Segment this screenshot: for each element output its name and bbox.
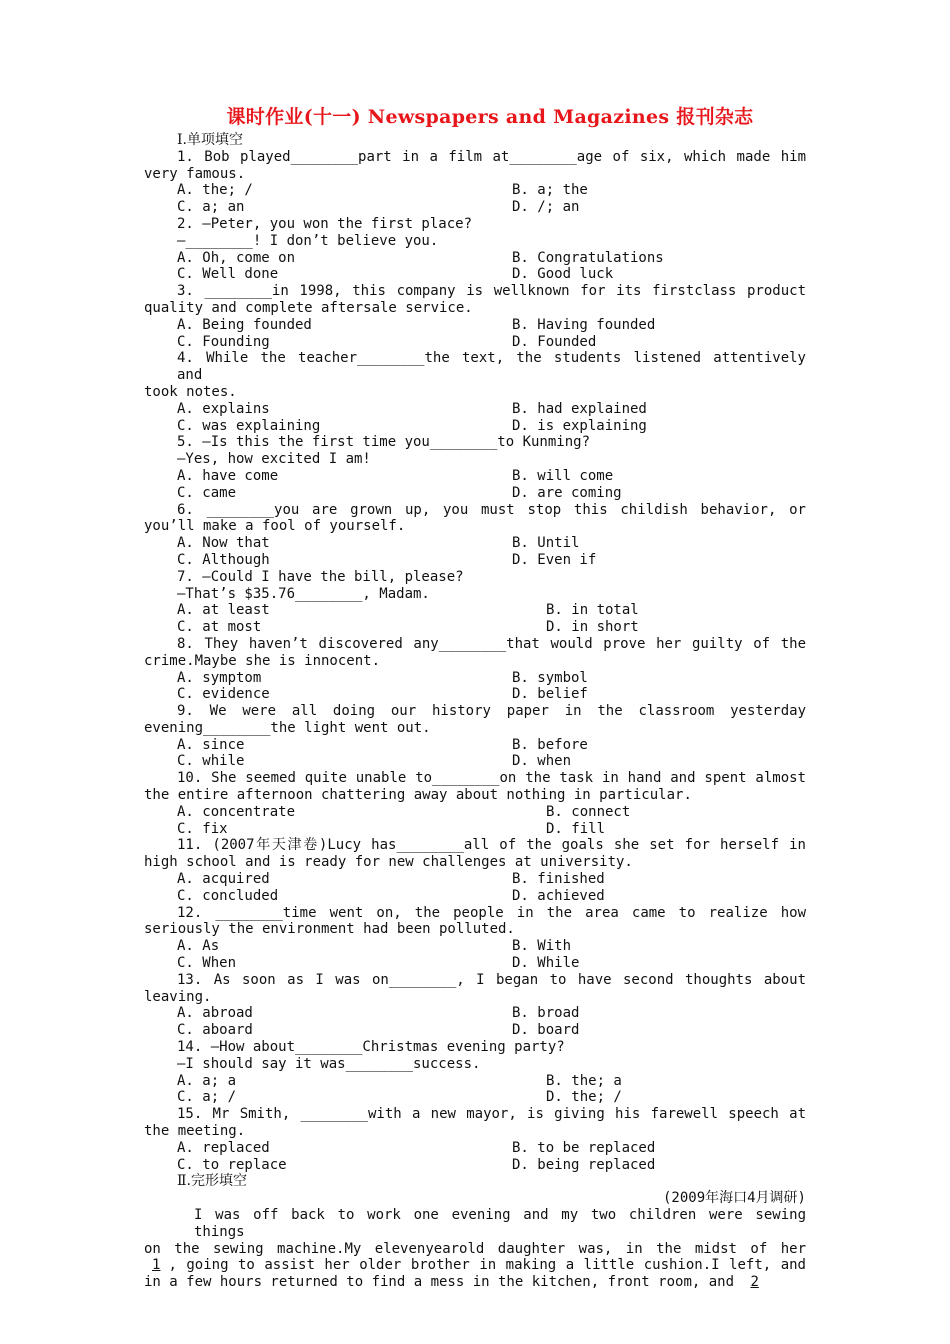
option-row <box>144 1022 806 1039</box>
option-b: B. Having founded <box>512 316 656 333</box>
option-c: C. while <box>177 753 245 770</box>
option-row <box>144 317 806 334</box>
option-b: B. broad <box>512 1005 580 1022</box>
question-stem: 12. ________time went on, the people in the area came to realize how <box>177 904 806 921</box>
question-stem: the meeting. <box>144 1123 246 1140</box>
option-a: A. Being founded <box>177 316 312 333</box>
option-row <box>144 670 806 687</box>
option-d: D. board <box>512 1022 580 1039</box>
option-a: A. abroad <box>177 1005 253 1022</box>
option-row <box>144 401 806 418</box>
option-b: B. in total <box>546 602 639 619</box>
question-stem: seriously the environment had been polluted. <box>144 921 515 938</box>
question-stem: 7. —Could I have the bill, please? <box>177 568 464 585</box>
question-item <box>144 569 806 636</box>
option-b: B. With <box>512 938 572 955</box>
option-c: C. concluded <box>177 887 279 904</box>
cloze-text: , going to assist her older brother in making a little cushion.I left, and <box>168 1257 806 1274</box>
option-b: B. a; the <box>512 182 588 199</box>
question-item <box>144 972 806 1039</box>
question-stem: 3. ________in 1998, this company is wellknown for its firstclass product <box>177 283 806 300</box>
question-stem: —________! I don’t believe you. <box>177 232 439 249</box>
option-a: A. at least <box>177 602 270 619</box>
question-stem: you’ll make a fool of yourself. <box>144 518 406 535</box>
option-d: D. in short <box>546 619 639 636</box>
option-c: C. a; an <box>177 199 245 216</box>
cloze-line: I was off back to work one evening and my two children were sewing things <box>194 1207 806 1240</box>
option-d: D. fill <box>546 820 606 837</box>
option-row <box>144 199 806 216</box>
question-stem: 1. Bob played________part in a film at________age of six, which made him <box>177 148 806 165</box>
option-a: A. since <box>177 736 245 753</box>
option-d: D. Founded <box>512 333 597 350</box>
question-item <box>144 636 806 703</box>
option-a: A. concentrate <box>177 803 296 820</box>
question-stem: 4. While the teacher________the text, the students listened attentively and <box>177 350 806 384</box>
option-a: A. replaced <box>177 1139 270 1156</box>
question-stem: 15. Mr Smith, ________with a new mayor, is giving his farewell speech at <box>177 1106 806 1123</box>
option-row <box>144 182 806 199</box>
option-row <box>144 602 806 619</box>
page-title: 课时作业(十一) Newspapers and Magazines 报刊杂志 <box>226 106 754 128</box>
question-stem: 8. They haven’t discovered any________that would prove her guilty of the <box>177 635 806 652</box>
option-row <box>144 753 806 770</box>
question-stem: 13. As soon as I was on________, I began to have second thoughts about <box>177 971 806 988</box>
option-a: A. a; a <box>177 1072 237 1089</box>
option-c: C. evidence <box>177 686 270 703</box>
cloze-line: on the sewing machine.My elevenyearold daughter was, in the midst of her <box>144 1240 806 1257</box>
question-stem: quality and complete aftersale service. <box>144 299 473 316</box>
question-stem: crime.Maybe she is innocent. <box>144 652 381 669</box>
option-c: C. came <box>177 484 237 501</box>
option-b: B. Congratulations <box>512 249 664 266</box>
option-b: B. had explained <box>512 400 647 417</box>
option-row <box>144 535 806 552</box>
question-stem: very famous. <box>144 165 246 182</box>
option-row <box>144 955 806 972</box>
question-item <box>144 703 806 770</box>
option-a: A. explains <box>177 400 270 417</box>
question-item <box>144 770 806 837</box>
option-a: A. acquired <box>177 871 270 888</box>
question-stem: 5. —Is this the first time you________to Kunming? <box>177 434 591 451</box>
option-d: D. when <box>512 753 572 770</box>
option-d: D. /; an <box>512 199 580 216</box>
question-stem: 14. —How about________Christmas evening party? <box>177 1039 565 1056</box>
cloze-source: (2009年海口4月调研) <box>662 1190 806 1207</box>
option-a: A. Oh, come on <box>177 249 296 266</box>
option-c: C. Founding <box>177 333 270 350</box>
option-c: C. a; / <box>177 1089 237 1106</box>
option-d: D. being replaced <box>512 1156 656 1173</box>
option-a: A. Now that <box>177 535 270 552</box>
option-row <box>144 804 806 821</box>
option-row <box>144 418 806 435</box>
option-c: C. fix <box>177 820 228 837</box>
option-row <box>144 1089 806 1106</box>
question-item <box>144 502 806 569</box>
question-list <box>144 149 806 1174</box>
option-c: C. to replace <box>177 1156 287 1173</box>
cloze-line <box>144 1257 806 1274</box>
option-c: C. aboard <box>177 1022 253 1039</box>
option-b: B. to be replaced <box>512 1139 656 1156</box>
option-row <box>144 250 806 267</box>
cloze-blank: 1 <box>152 1257 161 1274</box>
option-b: B. Until <box>512 535 580 552</box>
question-item <box>144 1106 806 1173</box>
question-stem: high school and is ready for new challenges at university. <box>144 854 633 871</box>
option-d: D. the; / <box>546 1089 622 1106</box>
option-row <box>144 938 806 955</box>
question-stem: the entire afternoon chattering away about nothing in particular. <box>144 787 692 804</box>
option-c: C. at most <box>177 619 262 636</box>
question-stem: —I should say it was________success. <box>177 1055 481 1072</box>
option-row <box>144 1073 806 1090</box>
option-d: D. is explaining <box>512 417 647 434</box>
option-row <box>144 686 806 703</box>
document-page <box>144 102 806 1291</box>
option-d: D. achieved <box>512 887 605 904</box>
option-a: A. As <box>177 938 220 955</box>
option-c: C. When <box>177 955 237 972</box>
question-item <box>144 216 806 283</box>
question-stem: evening________the light went out. <box>144 719 431 736</box>
cloze-text: in a few hours returned to find a mess in the kitchen, front room, and <box>144 1274 735 1291</box>
option-row <box>144 871 806 888</box>
question-item <box>144 434 806 501</box>
option-a: A. symptom <box>177 669 262 686</box>
question-stem: 10. She seemed quite unable to________on the task in hand and spent almost <box>177 770 806 787</box>
option-row <box>144 1157 806 1174</box>
option-row <box>144 485 806 502</box>
option-d: D. are coming <box>512 484 622 501</box>
option-c: C. was explaining <box>177 417 321 434</box>
option-row <box>144 1140 806 1157</box>
option-row <box>144 619 806 636</box>
question-stem: 2. —Peter, you won the first place? <box>177 215 473 232</box>
option-a: A. have come <box>177 467 279 484</box>
option-b: B. symbol <box>512 669 588 686</box>
question-item <box>144 837 806 904</box>
question-stem: 11. (2007年天津卷)Lucy has________all of the goals she set for herself in <box>177 837 806 854</box>
option-row <box>144 888 806 905</box>
option-row <box>144 1005 806 1022</box>
option-row <box>144 737 806 754</box>
option-b: B. the; a <box>546 1072 622 1089</box>
option-row <box>144 334 806 351</box>
option-b: B. before <box>512 736 588 753</box>
question-stem: 9. We were all doing our history paper in the classroom yesterday <box>177 703 806 720</box>
question-item <box>144 283 806 350</box>
option-row <box>144 266 806 283</box>
question-item <box>144 149 806 216</box>
option-b: B. connect <box>546 803 631 820</box>
option-b: B. finished <box>512 871 605 888</box>
section-heading-multiple-choice: Ⅰ.单项填空 <box>177 132 243 148</box>
option-row <box>144 552 806 569</box>
option-row <box>144 468 806 485</box>
option-a: A. the; / <box>177 182 253 199</box>
question-stem: —Yes, how excited I am! <box>177 451 371 468</box>
option-c: C. Well done <box>177 266 279 283</box>
section-heading-cloze: Ⅱ.完形填空 <box>177 1173 247 1190</box>
cloze-line <box>144 1274 806 1291</box>
question-item <box>144 1039 806 1106</box>
question-stem: leaving. <box>144 988 212 1005</box>
question-stem: —That’s $35.76________, Madam. <box>177 585 430 602</box>
option-row <box>144 821 806 838</box>
option-d: D. Good luck <box>512 266 614 283</box>
option-d: D. belief <box>512 686 588 703</box>
question-stem: 6. ________you are grown up, you must stop this childish behavior, or <box>177 501 806 518</box>
option-d: D. Even if <box>512 551 597 568</box>
option-d: D. While <box>512 955 580 972</box>
cloze-blank: 2 <box>750 1274 759 1291</box>
question-item <box>144 905 806 972</box>
question-item <box>144 350 806 434</box>
option-b: B. will come <box>512 467 614 484</box>
option-c: C. Although <box>177 551 270 568</box>
question-stem: took notes. <box>144 383 237 400</box>
